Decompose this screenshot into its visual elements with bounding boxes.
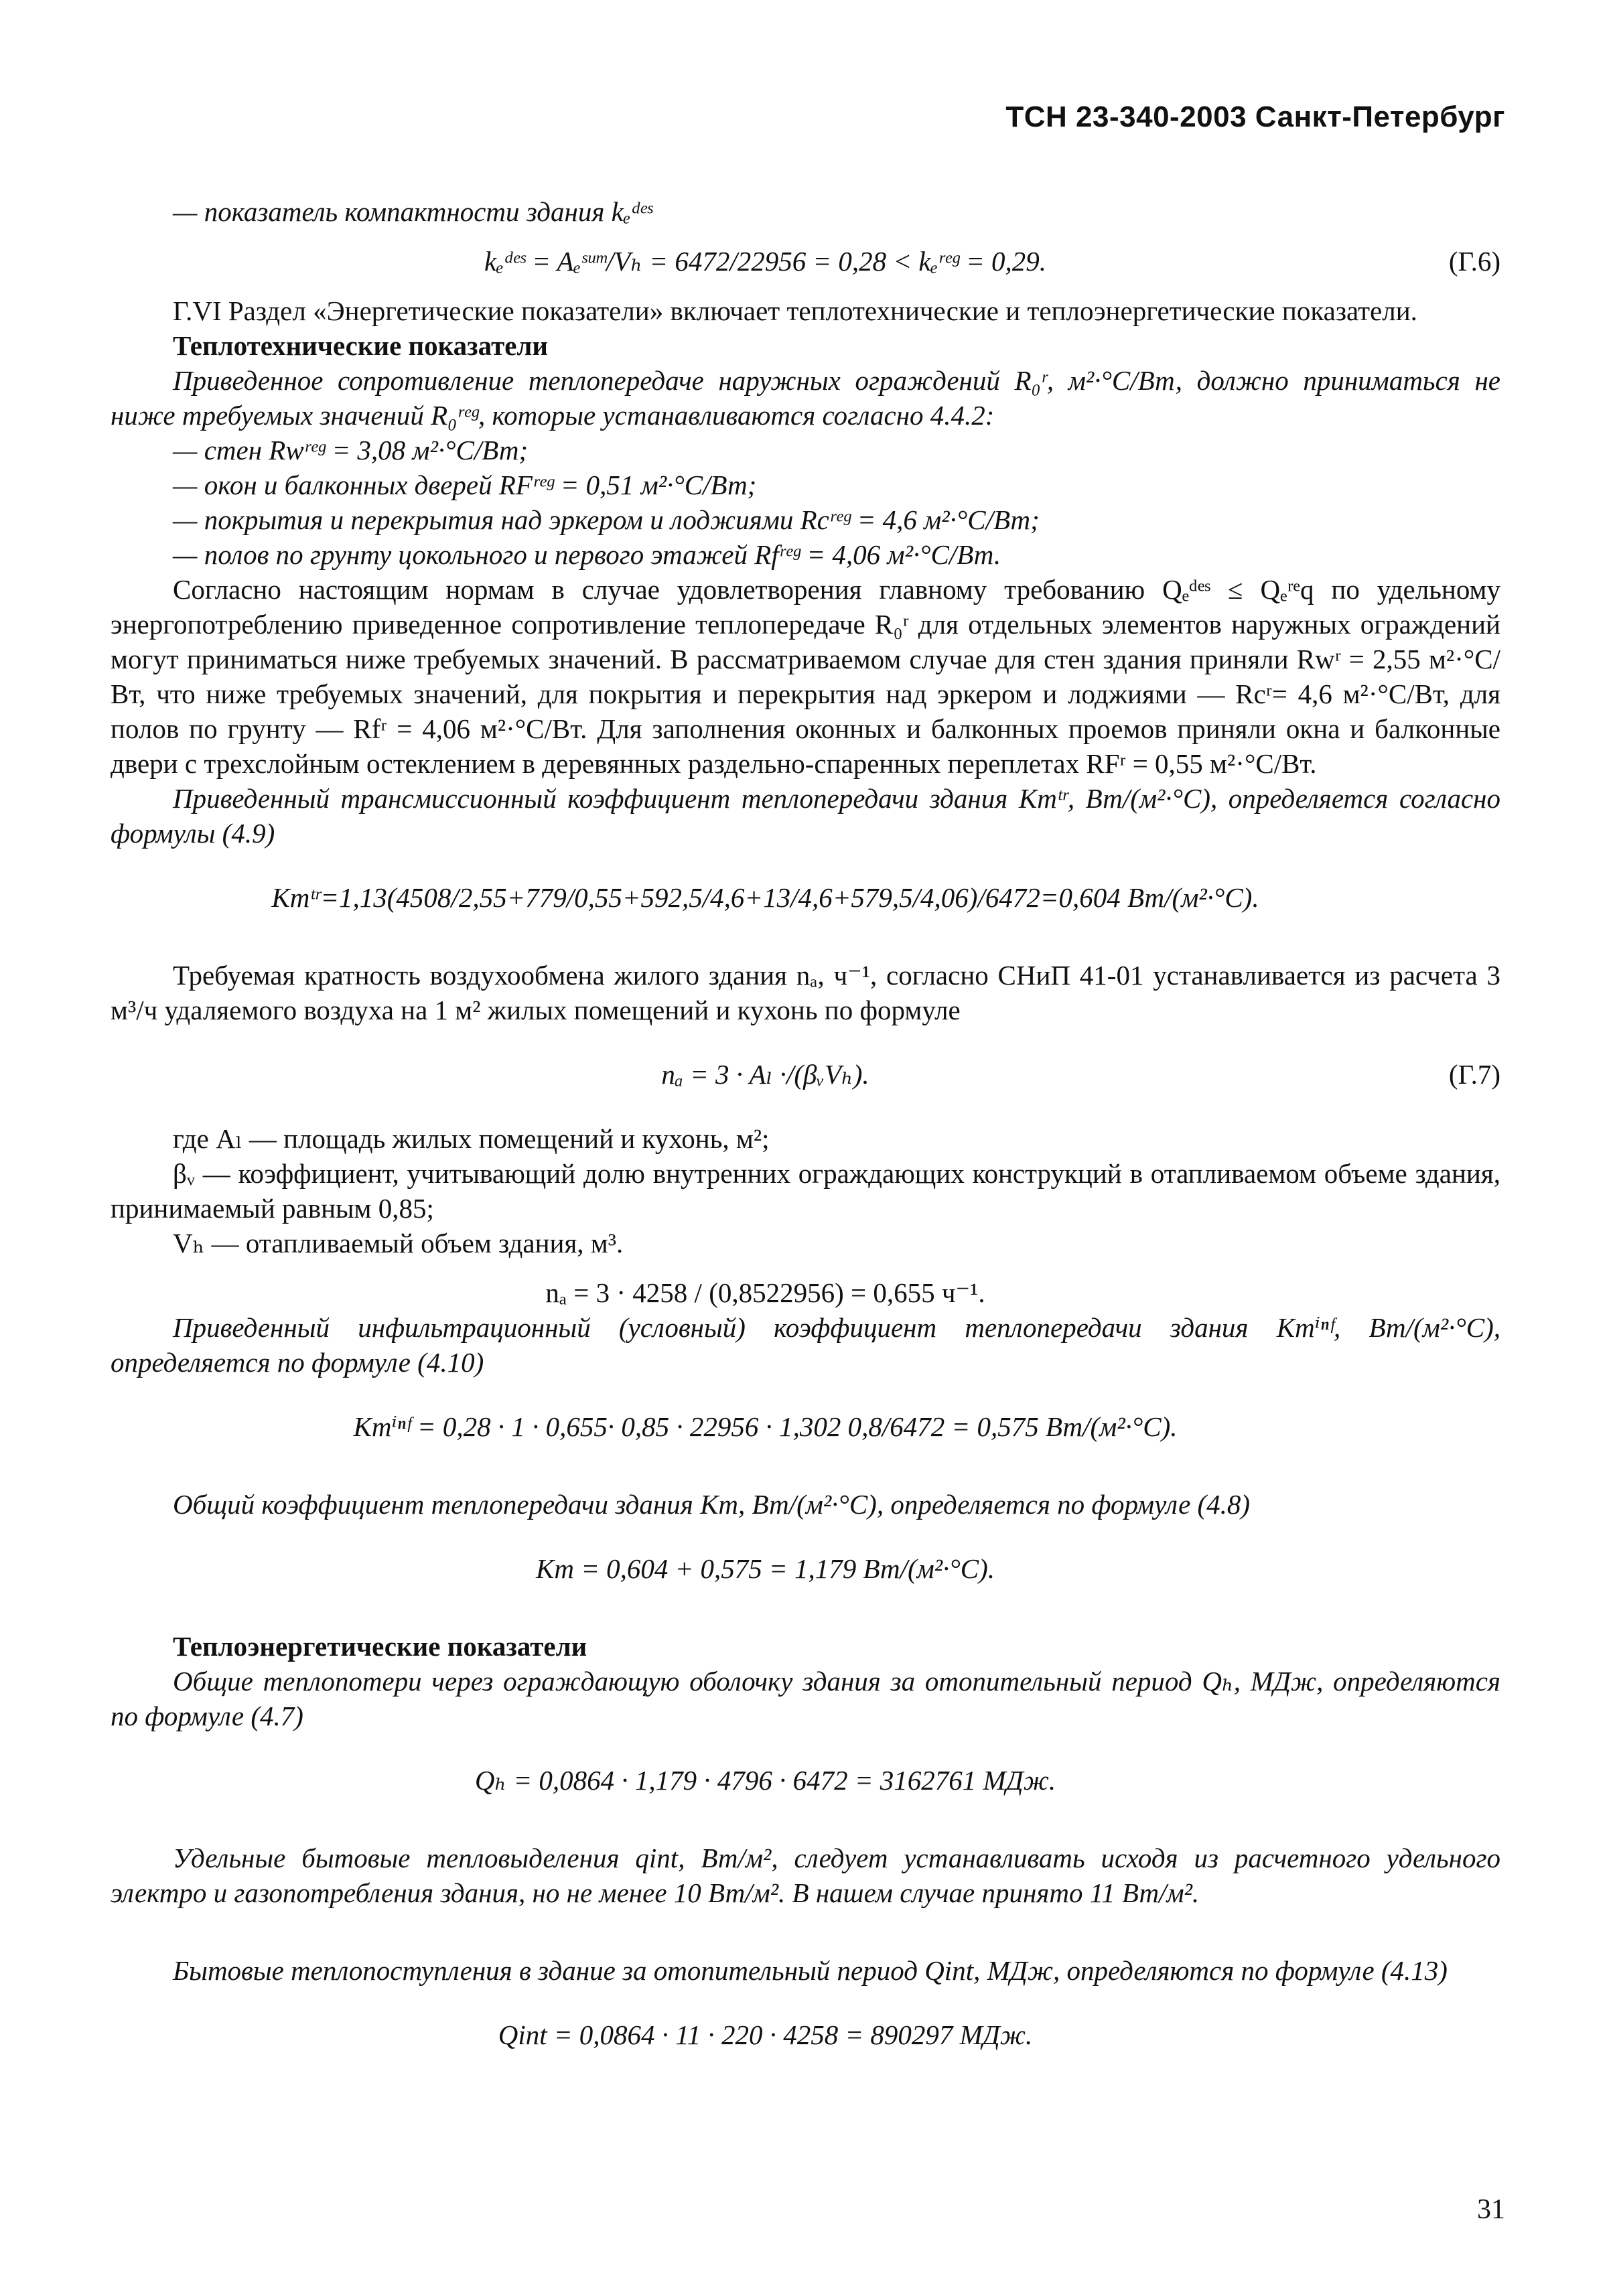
formula-g6-text: kₑᵈᵉˢ = Aₑˢᵘᵐ/Vₕ = 6472/22956 = 0,28 < kₑʳᵉᵍ = 0,29. [484,246,1047,277]
infiltration-paragraph: Приведенный инфильтрационный (условный) коэффициент теплопередачи здания Kmⁱⁿᶠ, Вт/(м²·°С), определяется по формуле (4.10) [111,1312,1500,1378]
dash-floors: — полов по грунту цокольного и первого этажей Rfʳᵉᵍ = 4,06 м²·°С/Вт. [173,539,1001,570]
compactness-label: — показатель компактности здания kₑᵈᵉˢ [173,196,652,227]
formula-kinf: Kmⁱⁿᶠ = 0,28 · 1 · 0,655· 0,85 · 22956 · 1,302 0,8/6472 = 0,575 Вт/(м²·°С). [353,1411,1178,1442]
norms-paragraph: Согласно настоящим нормам в случае удовлетворения главному требованию Qₑᵈᵉˢ ≤ Qₑʳᵉq по удельному энергопотреблению приведенное сопротивление теплопередаче R₀ʳ для отдельных элементов наружных ограждений могут приниматься ниже требуемых значений. В рассматриваемом случае для стен здания приняли Rwʳ = 2,55 м²·°С/Вт, что ниже требуемых значений, для покрытия и перекрытия над эркером и лоджиями — Rcʳ= 4,6 м²·°С/Вт, для полов по грунту — Rfʳ = 4,06 м²·°С/Вт. Для заполнения оконных и балконных проемов приняли окна и балконные двери с трехслойным остеклением в деревянных раздельно-спаренных переплетах RFʳ = 0,55 м²·°С/Вт. [111,574,1500,779]
household-gains-paragraph: Бытовые теплопоступления в здание за отопительный период Qint, МДж, определяются по формуле (4.13) [173,1955,1448,1986]
document-header: ТСН 23-340-2003 Санкт-Петербург [1005,100,1505,133]
where-vh: Vₕ — отапливаемый объем здания, м³. [173,1228,624,1259]
resistance-paragraph: Приведенное сопротивление теплопередаче наружных ограждений R₀ʳ, м²·°С/Вт, должно приниматься не ниже требуемых значений R₀ʳᵉᵍ, которые устанавливаются согласно 4.4.2: [111,365,1500,431]
dash-walls: — стен Rwʳᵉᵍ = 3,08 м²·°С/Вт; [173,435,529,465]
dash-windows: — окон и балконных дверей RFʳᵉᵍ = 0,51 м²·°С/Вт; [173,470,757,500]
internal-gains-paragraph: Удельные бытовые тепловыделения qint, Вт/м², следует устанавливать исходя из расчетного удельного электро и газопотребления здания, но не менее 10 Вт/м². В нашем случае принято 11 Вт/м². [111,1843,1500,1908]
formula-g6 [111,244,1500,279]
heading-thermal-indicators: Теплотехнические показатели [173,330,549,361]
section-g6-intro: Г.VI Раздел «Энергетические показатели» включает теплотехнические и теплоэнергетические показатели. [173,295,1417,326]
formula-qh: Qₕ = 0,0864 · 1,179 · 4796 · 6472 = 3162761 МДж. [474,1765,1056,1796]
dash-roof: — покрытия и перекрытия над эркером и лоджиями Rcʳᵉᵍ = 4,6 м²·°С/Вт; [173,504,1040,535]
page-number: 31 [1477,2194,1505,2225]
formula-ktr: Kmᵗʳ=1,13(4508/2,55+779/0,55+592,5/4,6+13/4,6+579,5/4,06)/6472=0,604 Вт/(м²·°С). [271,882,1259,913]
formula-g6-number: (Г.6) [1448,246,1500,277]
heat-loss-paragraph: Общие теплопотери через ограждающую оболочку здания за отопительный период Qₕ, МДж, определяются по формуле (4.7) [111,1666,1500,1731]
formula-na: nₐ = 3 · 4258 / (0,8522956) = 0,655 ч⁻¹. [545,1277,985,1308]
formula-g7-number: (Г.7) [1448,1059,1500,1090]
where-beta: βᵥ — коэффициент, учитывающий долю внутренних ограждающих конструкций в отапливаемом объеме здания, принимаемый равным 0,85; [111,1158,1500,1224]
heading-energy-indicators: Теплоэнергетические показатели [173,1631,587,1662]
document-body [111,194,1500,2052]
transmission-paragraph: Приведенный трансмиссионный коэффициент теплопередачи здания Kmᵗʳ, Вт/(м²·°С), определяется согласно формулы (4.9) [111,783,1500,849]
formula-km: Km = 0,604 + 0,575 = 1,179 Вт/(м²·°С). [535,1553,995,1584]
air-exchange-paragraph: Требуемая кратность воздухообмена жилого здания nₐ, ч⁻¹, согласно СНиП 41-01 устанавливается из расчета 3 м³/ч удаляемого воздуха на 1 м² жилых помещений и кухонь по формуле [111,960,1500,1025]
total-coefficient-paragraph: Общий коэффициент теплопередачи здания Km, Вт/(м²·°С), определяется по формуле (4.8) [173,1489,1251,1520]
formula-g7-text: nₐ = 3 · Aₗ ·/(βᵥVₕ). [661,1059,869,1090]
where-al: где Aₗ — площадь жилых помещений и кухонь, м²; [173,1123,770,1154]
formula-g7 [111,1057,1500,1092]
formula-qint: Qint = 0,0864 · 11 · 220 · 4258 = 890297 МДж. [498,2019,1033,2050]
